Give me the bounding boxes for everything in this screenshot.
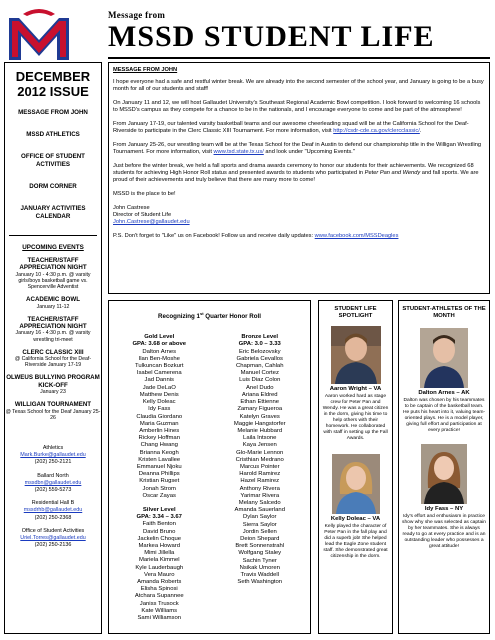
honor-roll-student: Ethan Ettienne [240,399,280,406]
honor-roll-student: Travis Waddell [240,571,280,578]
honor-roll-student: Dalton Arnes [142,348,177,355]
spotlight-heading: STUDENT LIFE SPOTLIGHT [334,306,377,320]
contact-email-link[interactable]: mssdbn@gallaudet.edu [24,479,82,486]
honor-roll-student: Melanie Hubbard [237,427,283,434]
honor-roll-student: Tulkuncan Bozkurt [134,363,184,370]
athlete-description: Idy's effort and enthusiasm in practice show why she was selected as captain by her teammates. She is always ready to go at every practice and is an outstanding leader who possesses a great attitude! [402,514,487,550]
honor-roll-student: Chapman, Cahlah [236,363,284,370]
student-photo [332,454,380,514]
honor-roll-student: Markea Howard [138,542,181,549]
honor-roll-student: Ilan Ben-Moshe [138,355,180,362]
honor-roll-student: Matthew Denis [139,391,179,398]
athlete-photo [421,444,467,504]
message-box [108,62,490,294]
clerc-classic-link[interactable]: http://csdr-cde.ca.gov/clercclassic/ [333,128,420,134]
honor-roll-student: Amanda Roberts [137,578,182,585]
event-item: TEACHER/STAFF APPRECIATION NIGHT January 10 - 4:30 p.m. @ varsity girls/boys basketball game vs. Spencerville Adventist [15,257,91,290]
honor-roll-student: Jad Dannis [144,377,174,384]
honor-roll-student: Marcus Pointer [239,463,280,470]
toc-item[interactable]: MSSD ATHLETICS [26,131,80,138]
spotlight-box [318,300,393,634]
student-name: Aaron Wright – VA [329,386,382,393]
honor-roll-student: Isabel Camerena [136,370,182,377]
honor-roll-student: Jade DeLaO [142,384,176,391]
honor-roll-student: Harold Ramirez [239,471,281,478]
honor-roll-student: Gabriela Cevallos [236,355,283,362]
honor-roll-student: Claudia Giordano [136,413,183,420]
postscript: P.S. Don't forget to "Like" us on Facebook! Follow us and receive daily updates: www.facebook.com/MSSDeagles [113,233,399,239]
honor-roll-student: Kaya Jensen [242,442,277,449]
contact-block: Residential Hall B mssdrhb@gallaudet.edu (202) 250-2368 [5,500,101,522]
honor-roll-student: Rickey Hoffman [138,435,180,442]
message-paragraph: I hope everyone had a safe and restful winter break. We are already into the second semester of the school year, and January is going to be a busy month for all of our students and staff! [113,79,484,92]
toc-item[interactable]: JANUARY ACTIVITIES CALENDAR [20,205,86,220]
student-description: Aaron worked hard as stage crew for Peter Pan and Wendy. He was a great citizen in the dorm, giving his time to help others with their homework. He collaborated with staff in setting up the Fall Awards. [322,394,389,442]
honor-roll-student: Yarimar Rivera [240,492,280,499]
athletes-box [398,300,490,634]
honor-roll-student: Idy Fass [148,406,171,413]
gpa-range: GPA: 3.34 – 3.67 [136,514,182,521]
honor-roll-student: Cristhian Medrano [235,456,284,463]
honor-roll-student: Vera Mauro [144,571,175,578]
event-item: WILLIGAN TOURNAMENT @ Texas School for the Deaf January 25-26 [5,401,101,421]
level-heading: Silver Level [142,506,176,513]
issue-title: DECEMBER 2012 ISSUE [15,69,91,99]
honor-roll-student: Ariana Eldred [241,391,278,398]
honor-roll-student: David Bruno [143,528,176,535]
honor-roll-student: Eric Belozovsky [238,348,281,355]
event-item: ACADEMIC BOWL January 11-12 [26,296,80,310]
contact-email-link[interactable]: mssdrhb@gallaudet.edu [23,507,83,514]
event-item: TEACHER/STAFF APPRECIATION NIGHT January 16 - 4:30 p.m. @ varsity wrestling tri-meet [15,315,91,343]
message-paragraph: From January 25-26, our wrestling team will be at the Texas School for the Deaf in Austin to defend our championship title in the Willigan Wrestling Tournament. For more information, visit www.tsd.state.tx.us/ and look under "Upcoming Events." [113,142,482,155]
honor-roll-student: Deanna Phillips [138,471,180,478]
honor-roll-student: Laila Intsone [243,435,277,442]
honor-roll-student: Amberlin Hines [139,427,180,434]
honor-roll-student: Sierra Saylor [242,521,277,528]
contacts [5,445,101,549]
honor-roll-student: Kate Williams [141,607,178,614]
message-heading: MESSAGE FROM JOHN [113,67,178,73]
masthead-kicker: Message from [108,10,166,20]
honor-roll-box [108,300,311,634]
table-of-contents [7,109,99,221]
honor-roll-student: Mariela Kimmel [138,557,180,564]
honor-roll-student: Sachin Tyner [242,557,277,564]
upcoming-events-heading: UPCOMING EVENTS [22,244,84,251]
contact-block: Athletics Mark.Burke@gallaudet.edu (202) 250-2121 [5,445,101,467]
honor-roll-student: Wolfgang Staley [238,550,282,557]
events-list [5,257,101,421]
honor-roll-student: Zamary Figueroa [237,406,283,413]
honor-roll-group [109,507,210,622]
honor-roll-student: Kelly Doleac [142,399,176,406]
gpa-range: GPA: 3.68 or above [132,341,187,348]
honor-roll-group [210,334,311,586]
honor-roll-student: Atchara Supannee [134,593,184,600]
honor-roll-student: Melany Salcedo [238,499,281,506]
honor-roll-student: Jonah Strom [142,485,176,492]
masthead-title: MSSD STUDENT LIFE [108,20,435,53]
message-paragraph: Just before the winter break, we held a fall sports and drama awards ceremony to honor our students for their achievements. We recognized 68 students for achieving High Honor Roll status and presented awards to students who participated in Peter Pan and Wendy and fall sports. We are proud of their achievements and truly believe that there are many more to come! [113,163,479,183]
athlete-name: Dalton Arnes – AK [418,390,470,397]
honor-roll-student: Sami Williamson [137,614,182,621]
sidebar [4,62,102,634]
contact-email-link[interactable]: Uriel.Torres@gallaudet.edu [20,534,86,541]
honor-roll-student: Manuel Cortez [240,370,279,377]
signature: John Castrese Director of Student Life John.Castrese@gallaudet.edu [113,205,485,226]
honor-roll-student: Janiss Trusock [139,600,179,607]
honor-roll-student: Chang Hwang [140,442,178,449]
honor-roll-student: Amanda Sauerland [234,507,285,514]
honor-roll-student: Elisha Spinosi [140,586,178,593]
honor-roll-column [109,334,210,622]
signature-email-link[interactable]: John.Castrese@gallaudet.edu [113,219,190,225]
honor-roll-student: Anel Dudo [245,384,274,391]
toc-item[interactable]: MESSAGE FROM JOHN [18,109,88,116]
honor-roll-student: Oscar Zayas [142,492,176,499]
honor-roll-student: Emmanuel Njoku [136,463,182,470]
honor-roll-student: Maggie Hangstorfer [233,420,286,427]
level-heading: Gold Level [144,334,175,341]
honor-roll-student: Faith Benton [142,521,176,528]
contact-email-link[interactable]: Mark.Burke@gallaudet.edu [20,452,86,459]
masthead-rule [108,57,490,59]
athlete-photo [420,328,468,388]
message-paragraph: MSSD is the place to be! [113,191,176,197]
honor-roll-column [210,334,311,622]
student-description: Kelly played the character of Peter Pan in the fall play and did a superb job! She helped lead the Eagle Zone student staff. She demonstrated great citizenship in the dorm. [323,524,388,560]
honor-roll-student: Seth Washington [237,579,283,586]
event-item: CLERC CLASSIC XIII @ California School for the Deaf-Riverside January 17-19 [14,348,92,369]
toc-item[interactable]: DORM CORNER [29,183,77,190]
mssd-logo [7,6,71,62]
honor-roll-student: Dylan Saylor [243,514,277,521]
honor-roll-student: Katelyn Graves [239,413,280,420]
message-paragraph: On January 11 and 12, we will host Gallaudet University's Southeast Regional Academic Bowl competition. I look forward to welcoming 16 schools to MSSD's campus as they compete for a chance to be in the nationals, and I encourage everyone to come and be part of the atmosphere! [113,100,481,113]
honor-roll-student: Brett Sonnenstrahl [235,543,285,550]
honor-roll-student: Jackelin Choque [137,535,182,542]
facebook-link[interactable]: www.facebook.com/MSSDeagles [314,233,399,239]
honor-roll-student: Brianna Keogh [139,449,179,456]
honor-roll-student: Nsikak Umoren [239,564,280,571]
honor-roll-student: Mimi Jillella [144,550,175,557]
honor-roll-student: Kyle Lauderbaugh [135,564,184,571]
honor-roll-student: Kristian Rugset [139,478,180,485]
tsd-link[interactable]: www.tsd.state.tx.us/ [213,149,264,155]
honor-roll-student: Maria Guzman [139,420,179,427]
student-name: Kelly Doleac – VA [330,516,381,523]
student-photo [331,326,381,384]
honor-roll-group [109,334,210,500]
honor-roll-student: Glo-Marie Lennon [236,449,284,456]
athlete-description: Dalton was chosen by his teammates to be captain of the basketball team. He puts his heart into it, valuing team-oriented plays. He is a model player, giving full effort and participation at every practice! [402,398,486,434]
honor-roll-student: Jordin Sellen [242,528,277,535]
honor-roll-student: Luis Diaz Colon [239,377,281,384]
gpa-range: GPA: 3.0 – 3.33 [238,341,281,348]
honor-roll-student: Hazel Ramirez [240,478,280,485]
event-item: OLWEUS BULLYING PROGRAM KICK-OFF January 23 [6,374,100,395]
honor-roll-student: Anthony Rivera [239,485,280,492]
honor-roll-student: Deion Shepard [240,535,280,542]
athletes-heading: STUDENT-ATHLETES OF THE MONTH [402,306,486,320]
athlete-name: Idy Fass – NY [424,506,464,513]
contact-block: Ballard North mssdbn@gallaudet.edu (202) 559-5273 [5,473,101,495]
contact-block: Office of Student Activities Uriel.Torres@gallaudet.edu (202) 250-2136 [5,528,101,550]
honor-roll-title: Recognizing 1st Quarter Honor Roll [158,311,261,321]
honor-roll-student: Kristen Lavallee [138,456,181,463]
toc-item[interactable]: OFFICE OF STUDENT ACTIVITIES [21,153,85,168]
level-heading: Bronze Level [241,334,279,341]
message-paragraph: From January 17-19, our talented varsity basketball teams and our awesome cheerleading squad will be at the California School for the Deaf-Riverside to participate in the Clerc Classic XIII Tournament. For more information, visit http://csdr-cde.ca.gov/clercclassic/. [113,121,469,134]
